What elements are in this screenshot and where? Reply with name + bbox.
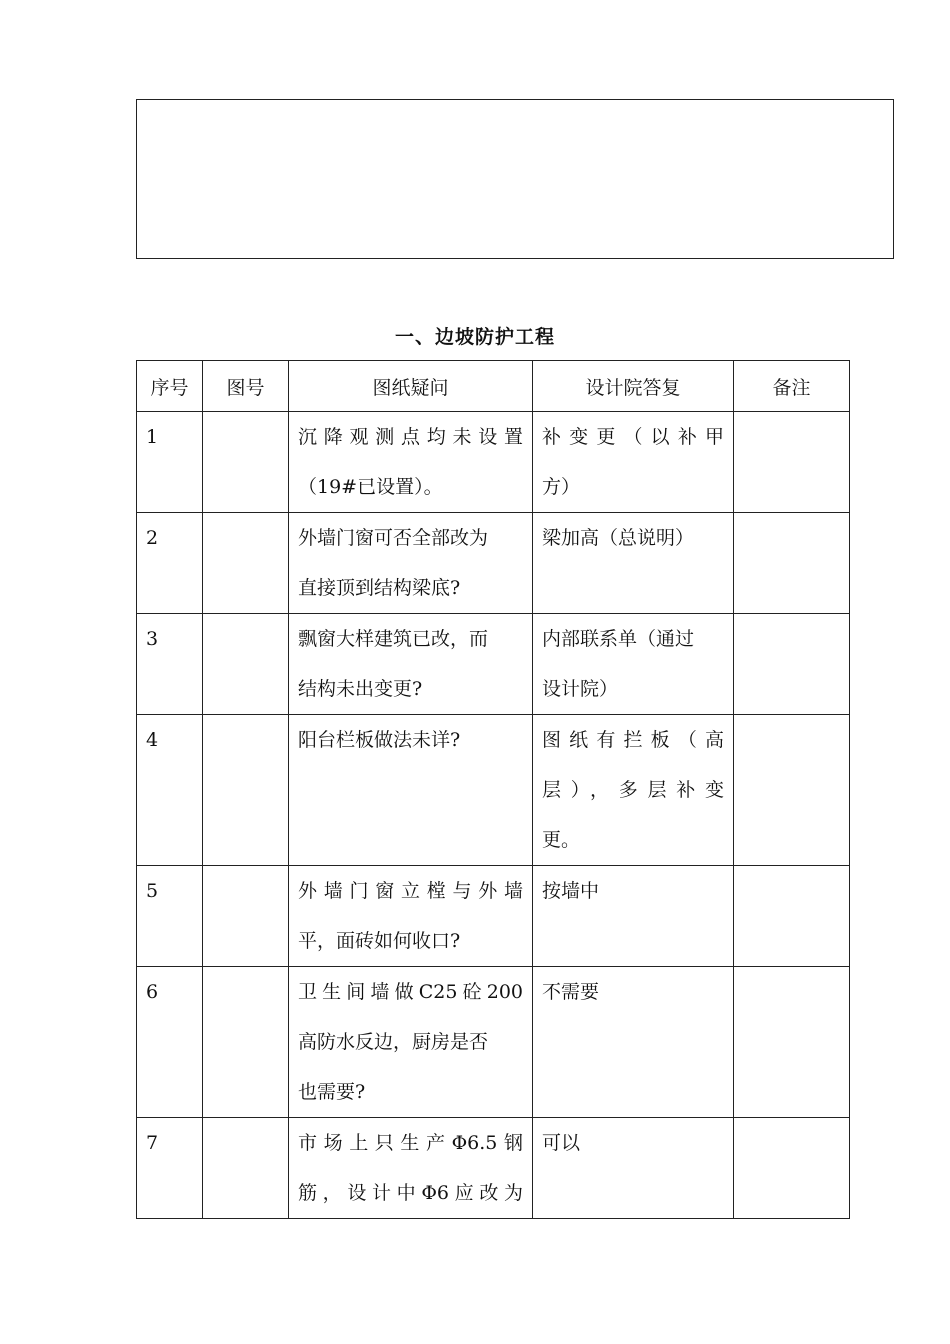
row-number: 3 (137, 614, 203, 715)
note-cell (734, 866, 850, 967)
reply-line: 层），多层补变 (542, 779, 724, 801)
question-cell (289, 967, 533, 1118)
reply-line: 方） (542, 476, 581, 498)
reply-line: 更。 (542, 829, 581, 851)
header-note: 备注 (734, 361, 850, 412)
reply-line: 图纸有拦板（高 (542, 729, 724, 751)
reply-line: 设计院） (542, 678, 619, 700)
header-no: 序号 (137, 361, 203, 412)
question-cell (289, 866, 533, 967)
table-row (137, 715, 850, 866)
drawing-number (203, 614, 289, 715)
table-row (137, 614, 850, 715)
drawing-number (203, 1118, 289, 1219)
row-number: 4 (137, 715, 203, 866)
question-line: 沉降观测点均未设置 (298, 426, 523, 448)
row-number: 7 (137, 1118, 203, 1219)
question-cell (289, 1118, 533, 1219)
reply-cell (533, 866, 734, 967)
reply-line (542, 916, 724, 966)
reply-cell (533, 614, 734, 715)
table-row (137, 866, 850, 967)
question-line: 阳台栏板做法未详? (298, 729, 461, 751)
reply-line: 梁加高（总说明） (542, 527, 695, 549)
drawing-number (203, 412, 289, 513)
reply-cell (533, 1118, 734, 1219)
question-cell (289, 412, 533, 513)
drawing-number (203, 967, 289, 1118)
question-line: 卫生间墙做C25砼200 (298, 981, 523, 1003)
drawing-review-table (136, 360, 850, 1219)
row-number: 2 (137, 513, 203, 614)
reply-line: 不需要 (542, 981, 600, 1003)
reply-line: 补变更（以补甲 (542, 426, 724, 448)
table-row (137, 513, 850, 614)
header-question: 图纸疑问 (289, 361, 533, 412)
drawing-number (203, 715, 289, 866)
section-title: 一、边坡防护工程 (394, 326, 555, 348)
drawing-number (203, 513, 289, 614)
table-row (137, 1118, 850, 1219)
reply-cell (533, 412, 734, 513)
reply-cell (533, 513, 734, 614)
table-header-row (137, 361, 850, 412)
question-cell (289, 614, 533, 715)
table-row (137, 967, 850, 1118)
question-cell (289, 513, 533, 614)
table-row (137, 412, 850, 513)
question-line: 高防水反边，厨房是否 (298, 1031, 489, 1053)
row-number: 5 (137, 866, 203, 967)
reply-line: 按墙中 (542, 880, 600, 902)
note-cell (734, 967, 850, 1118)
question-line: 市场上只生产Φ6.5钢 (298, 1132, 523, 1154)
question-line: 飘窗大样建筑已改，而 (298, 628, 489, 650)
question-line: 外墙门窗立樘与外墙 (298, 880, 523, 902)
question-line: 外墙门窗可否全部改为 (298, 527, 489, 549)
reply-cell (533, 715, 734, 866)
note-cell (734, 614, 850, 715)
header-reply: 设计院答复 (533, 361, 734, 412)
question-line: 结构未出变更? (298, 678, 423, 700)
reply-line: 内部联系单（通过 (542, 628, 695, 650)
note-cell (734, 715, 850, 866)
header-drawing-no: 图号 (203, 361, 289, 412)
note-cell (734, 1118, 850, 1219)
row-number: 1 (137, 412, 203, 513)
note-cell (734, 412, 850, 513)
question-line: 直接顶到结构梁底? (298, 577, 461, 599)
question-line: （19#已设置）。 (298, 476, 443, 498)
note-cell (734, 513, 850, 614)
question-line: 平，面砖如何收口? (298, 930, 461, 952)
reply-cell (533, 967, 734, 1118)
drawing-number (203, 866, 289, 967)
question-line: 筋，设计中Φ6应改为 (298, 1182, 523, 1204)
blank-box (136, 99, 894, 259)
row-number: 6 (137, 967, 203, 1118)
question-cell (289, 715, 533, 866)
reply-line: 可以 (542, 1132, 581, 1154)
question-line: 也需要? (298, 1081, 366, 1103)
